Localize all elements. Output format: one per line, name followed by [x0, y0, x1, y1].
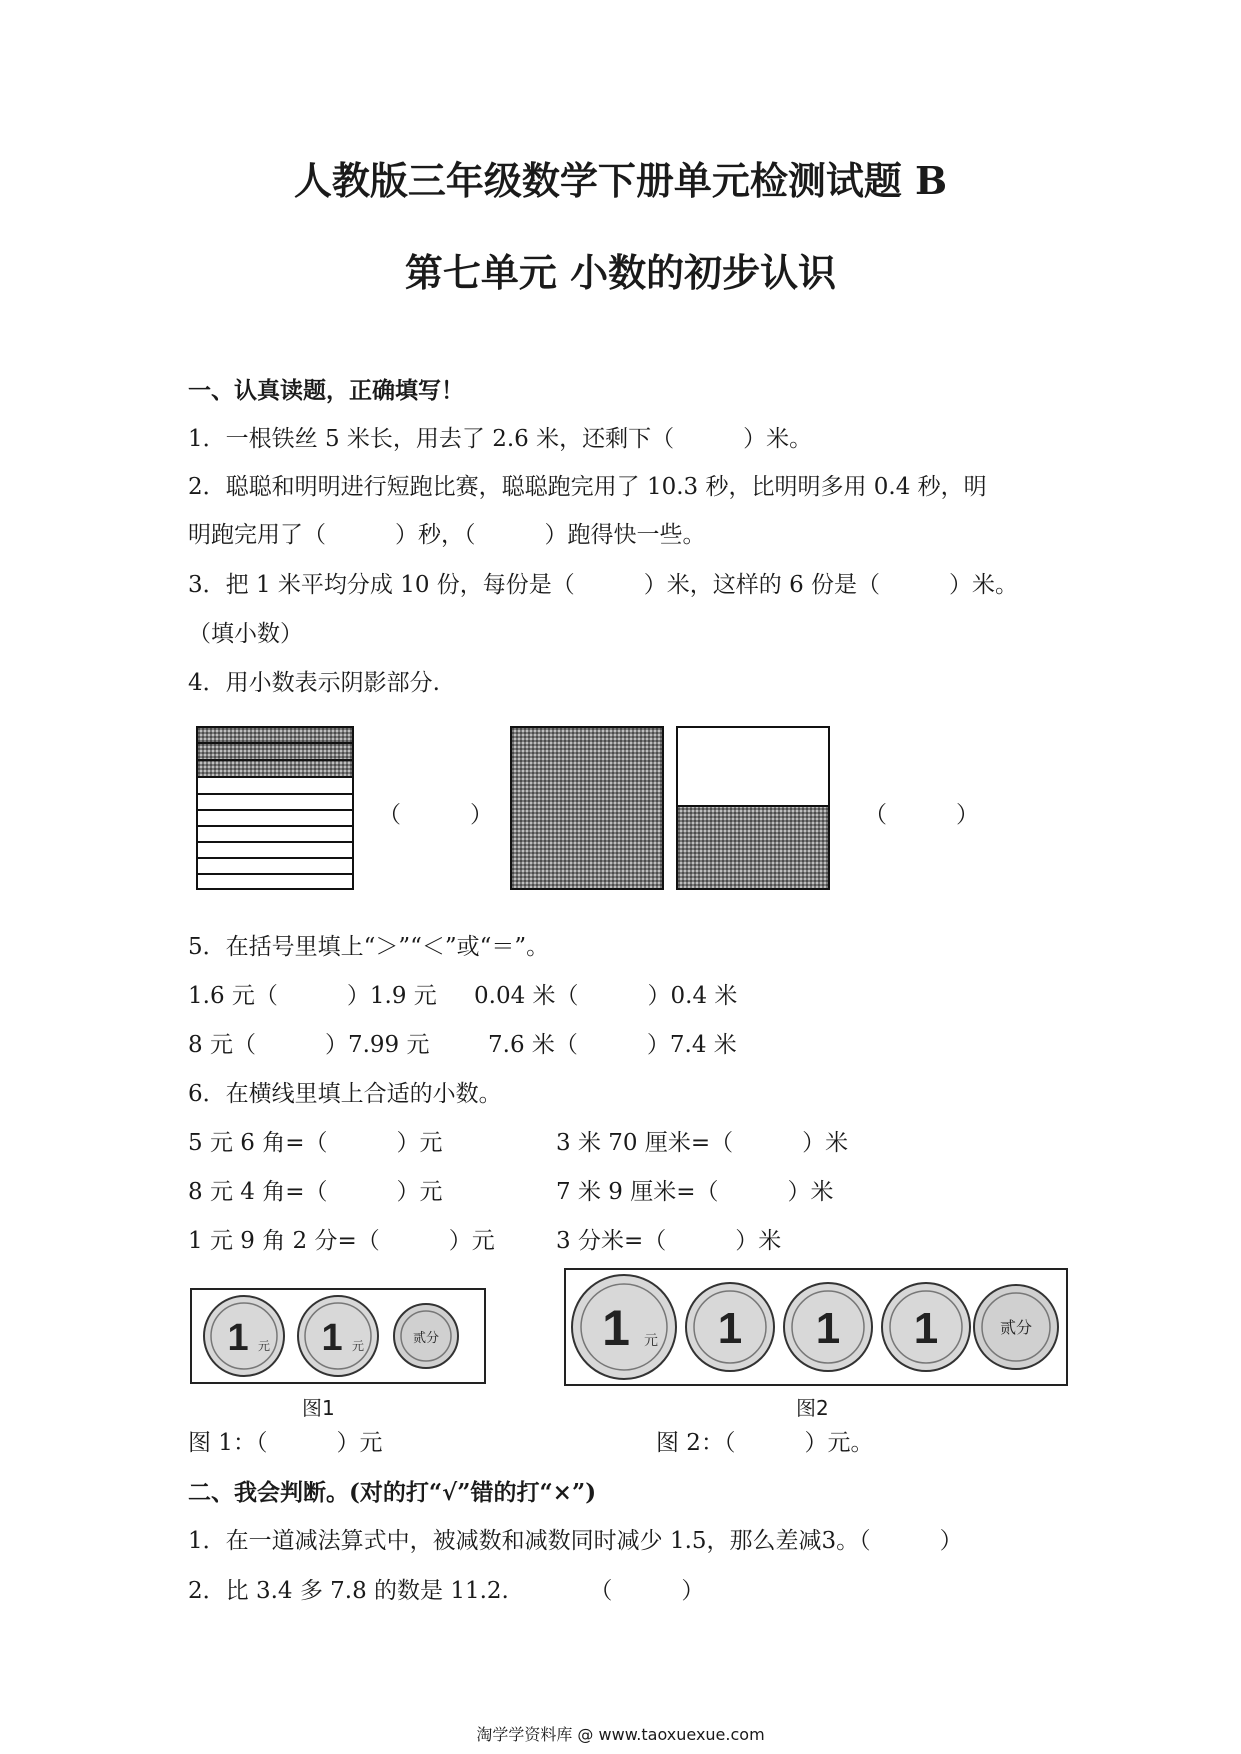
coin-1-yuan — [298, 1296, 378, 1376]
half-shaded-square-figure — [676, 726, 830, 890]
question-1-1: 1．一根铁丝 5 米长，用去了 2.6 米，还剩下（ ）米。 — [188, 426, 813, 452]
section2-heading: 二、我会判断。(对的打“√”错的打“×”) — [188, 1479, 597, 1506]
question-1-2-line1: 2．聪聪和明明进行短跑比赛，聪聪跑完用了 10.3 秒，比明明多用 0.4 秒，明 — [188, 474, 987, 500]
svg-text:1: 1 — [815, 1304, 841, 1353]
full-shaded-square-figure — [510, 726, 664, 890]
svg-text:1: 1 — [717, 1304, 743, 1353]
coin-1-yuan — [572, 1275, 676, 1379]
question-1-5-a: 1.6 元（ ）1.9 元 — [188, 983, 437, 1009]
coin-2-fen — [394, 1304, 458, 1368]
footer-watermark: 淘学学资料库 @ www.taoxuexue.com — [476, 1725, 765, 1744]
question-1-6-d: 7 米 9 厘米=（ ）米 — [556, 1179, 834, 1205]
question-1-6: 6．在横线里填上合适的小数。 — [188, 1081, 502, 1107]
coin-1-jiao — [686, 1283, 774, 1371]
figure-2-answer: 图 2：（ ）元。 — [656, 1430, 874, 1456]
svg-text:1: 1 — [227, 1317, 249, 1359]
svg-text:贰分: 贰分 — [412, 1331, 440, 1346]
section1-heading: 一、认真读题，正确填写！ — [188, 377, 464, 404]
svg-text:元: 元 — [258, 1339, 271, 1353]
question-2-1: 1．在一道减法算式中，被减数和减数同时减少 1.5，那么差减3。（ ） — [188, 1528, 963, 1554]
coin-1-jiao — [882, 1283, 970, 1371]
question-1-6-f: 3 分米=（ ）米 — [556, 1228, 782, 1254]
question-1-4-blank2: （ ） — [864, 802, 979, 828]
question-1-3-line2: （填小数） — [188, 621, 303, 647]
svg-text:1: 1 — [602, 1300, 630, 1356]
svg-text:元: 元 — [644, 1333, 658, 1349]
coin-figure-2 — [564, 1268, 1068, 1386]
question-2-2: 2．比 3.4 多 7.8 的数是 11.2. （ ） — [188, 1578, 705, 1604]
figure-2-caption: 图2 — [796, 1396, 829, 1420]
question-1-5-c: 8 元（ ）7.99 元 — [188, 1032, 430, 1058]
question-1-6-a: 5 元 6 角=（ ）元 — [188, 1130, 443, 1156]
question-1-4-blank1: （ ） — [378, 802, 493, 828]
question-1-3-line1: 3．把 1 米平均分成 10 份，每份是（ ）米，这样的 6 份是（ ）米。 — [188, 572, 1019, 598]
coin-1-jiao — [784, 1283, 872, 1371]
coin-2-fen — [974, 1285, 1058, 1369]
svg-text:贰分: 贰分 — [999, 1318, 1033, 1337]
striped-rectangle-figure — [196, 726, 354, 890]
coin-figure-1 — [190, 1288, 486, 1384]
question-1-5-d: 7.6 米（ ）7.4 米 — [488, 1032, 737, 1058]
page-subtitle: 第七单元 小数的初步认识 — [404, 250, 837, 295]
question-1-6-e: 1 元 9 角 2 分=（ ）元 — [188, 1228, 495, 1254]
question-1-5-b: 0.04 米（ ）0.4 米 — [474, 983, 738, 1009]
question-1-2-line2: 明跑完用了（ ）秒，（ ）跑得快一些。 — [188, 522, 706, 548]
figure-1-answer: 图 1：（ ）元 — [188, 1430, 383, 1456]
page-title: 人教版三年级数学下册单元检测试题 B — [293, 158, 948, 203]
figure-1-caption: 图1 — [302, 1396, 335, 1420]
coin-1-yuan — [204, 1296, 284, 1376]
question-1-6-b: 3 米 70 厘米=（ ）米 — [556, 1130, 849, 1156]
question-1-4: 4．用小数表示阴影部分. — [188, 670, 440, 696]
question-1-6-c: 8 元 4 角=（ ）元 — [188, 1179, 443, 1205]
svg-text:1: 1 — [913, 1304, 939, 1353]
question-1-5: 5．在括号里填上“＞”“＜”或“＝”。 — [188, 934, 550, 960]
svg-text:1: 1 — [321, 1317, 343, 1359]
svg-text:元: 元 — [352, 1339, 365, 1353]
